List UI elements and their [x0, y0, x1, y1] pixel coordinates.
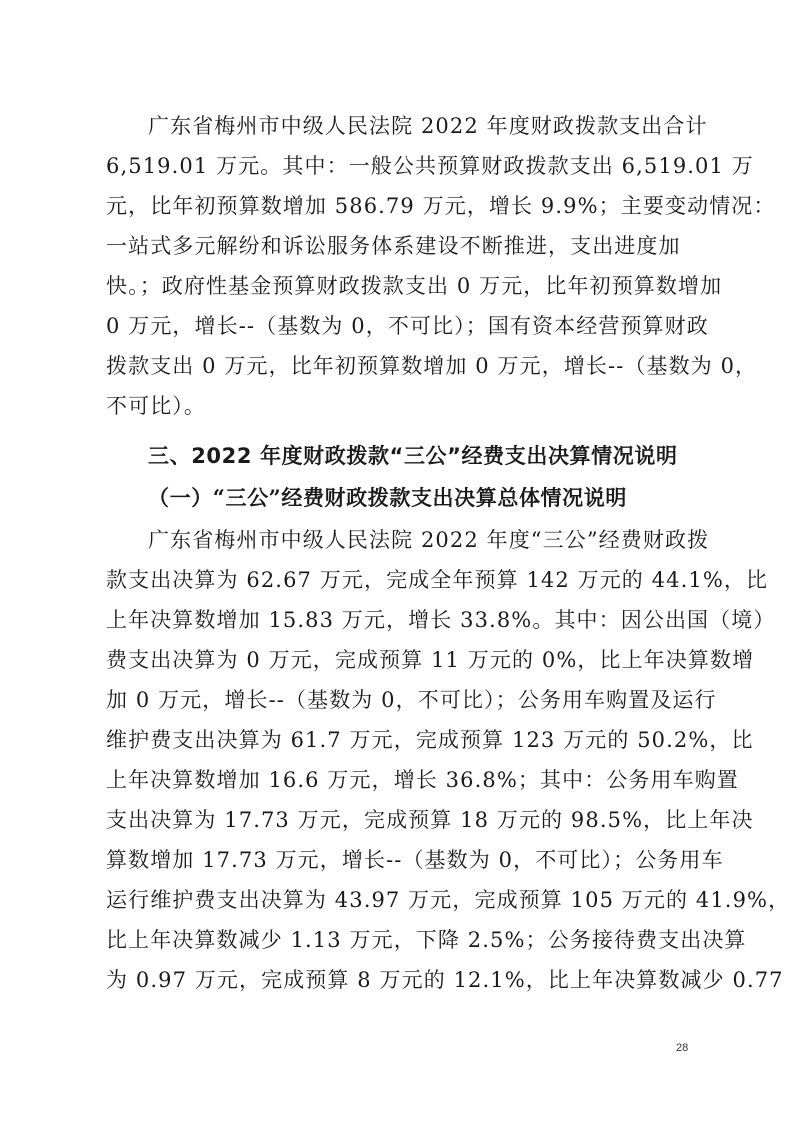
- page-number: 28: [676, 1042, 689, 1054]
- paragraph-line: 0 万元，增长--（基数为 0，不可比）；国有资本经营预算财政: [106, 314, 709, 338]
- paragraph-line: 一站式多元解纷和诉讼服务体系建设不断推进，支出进度加: [106, 234, 681, 258]
- paragraph-line: 费支出决算为 0 万元，完成预算 11 万元的 0%，比上年决算数增: [106, 648, 755, 672]
- paragraph-line: 上年决算数增加 16.6 万元，增长 36.8%；其中：公务用车购置: [106, 768, 739, 792]
- paragraph-line: 不可比）。: [106, 394, 206, 418]
- paragraph-line: 拨款支出 0 万元，比年初预算数增加 0 万元，增长--（基数为 0，: [106, 354, 758, 378]
- paragraph-line: 上年决算数增加 15.83 万元，增长 33.8%。其中：因公出国（境）: [106, 608, 776, 632]
- paragraph-line: 加 0 万元，增长--（基数为 0，不可比）；公务用车购置及运行: [106, 688, 717, 712]
- paragraph-line: 快。；政府性基金预算财政拨款支出 0 万元，比年初预算数增加: [106, 274, 723, 298]
- paragraph-line: 元，比年初预算数增加 586.79 万元，增长 9.9%；主要变动情况：: [106, 194, 776, 218]
- section-heading: 三、2022 年度财政拨款“三公”经费支出决算情况说明: [148, 444, 678, 468]
- paragraph-line: 维护费支出决算为 61.7 万元，完成预算 123 万元的 50.2%，比: [106, 728, 754, 752]
- paragraph-line: 为 0.97 万元，完成预算 8 万元的 12.1%，比上年决算数减少 0.77: [106, 968, 784, 992]
- paragraph-line: 运行维护费支出决算为 43.97 万元，完成预算 105 万元的 41.9%，: [106, 888, 791, 912]
- paragraph-line: 广东省梅州市中级人民法院 2022 年度财政拨款支出合计: [148, 114, 708, 138]
- paragraph-line: 支出决算为 17.73 万元，完成预算 18 万元的 98.5%，比上年决: [106, 808, 754, 832]
- paragraph-line: 算数增加 17.73 万元，增长--（基数为 0，不可比）；公务用车: [106, 848, 724, 872]
- paragraph-line: 广东省梅州市中级人民法院 2022 年度“三公”经费财政拨: [148, 528, 710, 552]
- paragraph-line: 比上年决算数减少 1.13 万元，下降 2.5%；公务接待费支出决算: [106, 928, 747, 952]
- paragraph-line: 6,519.01 万元。其中：一般公共预算财政拨款支出 6,519.01 万: [106, 154, 754, 178]
- subsection-heading: （一）“三公”经费财政拨款支出决算总体情况说明: [148, 485, 627, 510]
- paragraph-line: 款支出决算为 62.67 万元，完成全年预算 142 万元的 44.1%，比: [106, 568, 769, 592]
